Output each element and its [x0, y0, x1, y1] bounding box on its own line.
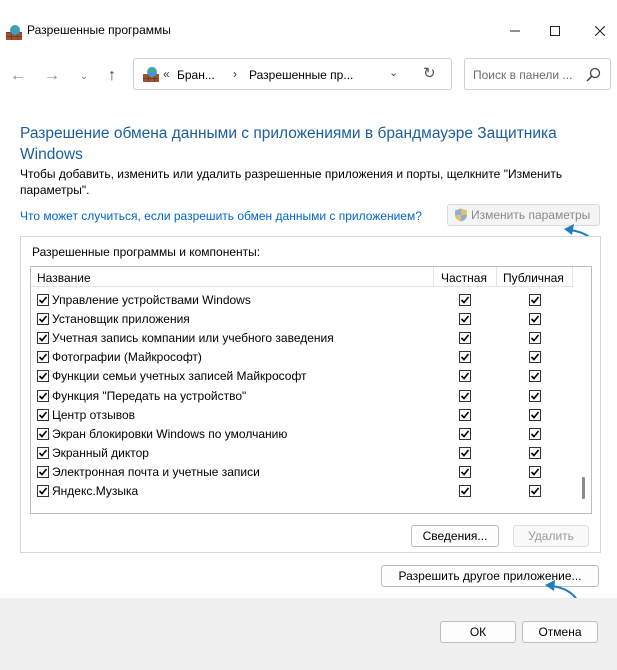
row-private-checkbox[interactable]	[459, 466, 471, 478]
row-public-checkbox[interactable]	[529, 466, 541, 478]
table-row[interactable]	[31, 387, 574, 406]
row-public-checkbox[interactable]	[529, 447, 541, 459]
list-header	[31, 267, 574, 287]
table-row[interactable]	[31, 348, 574, 367]
arrow-up-icon: ↑	[108, 67, 116, 84]
row-enabled-checkbox[interactable]	[37, 409, 49, 421]
row-public-checkbox[interactable]	[529, 428, 541, 440]
row-public-checkbox[interactable]	[529, 294, 541, 306]
back-button[interactable]	[6, 64, 30, 88]
row-private-checkbox[interactable]	[459, 409, 471, 421]
search-input[interactable]	[464, 58, 611, 90]
row-app-name: Экранный диктор	[52, 445, 149, 460]
row-enabled-checkbox[interactable]	[37, 294, 49, 306]
row-app-name: Центр отзывов	[52, 407, 136, 422]
row-app-name: Функции семьи учетных записей Майкрософт	[52, 369, 307, 384]
row-enabled-checkbox[interactable]	[37, 351, 49, 363]
allowed-apps-label: Разрешенные программы и компоненты:	[32, 245, 261, 259]
row-app-name: Установщик приложения	[52, 312, 190, 327]
close-icon	[595, 26, 605, 36]
row-private-checkbox[interactable]	[459, 485, 471, 497]
row-enabled-checkbox[interactable]	[37, 485, 49, 497]
row-app-name: Экран блокировки Windows по умолчанию	[52, 426, 288, 441]
row-private-checkbox[interactable]	[459, 390, 471, 402]
table-row[interactable]	[31, 482, 574, 501]
row-public-checkbox[interactable]	[529, 409, 541, 421]
column-public-header[interactable]: Публичная	[503, 271, 564, 285]
row-public-checkbox[interactable]	[529, 313, 541, 325]
row-private-checkbox[interactable]	[459, 370, 471, 382]
scrollbar-thumb[interactable]	[582, 477, 585, 499]
close-button[interactable]	[585, 18, 615, 44]
change-settings-label: Изменить параметры	[471, 208, 591, 222]
row-app-name: Функция "Передать на устройство"	[52, 388, 247, 403]
row-enabled-checkbox[interactable]	[37, 428, 49, 440]
page-description: Чтобы добавить, изменить или удалить разрешенные приложения и порты, щелкните "Изменить параметры".	[20, 167, 563, 197]
cancel-button[interactable]: Отмена	[522, 621, 598, 643]
breadcrumb-allowed-apps[interactable]: Разрешенные пр...	[249, 68, 354, 82]
table-row[interactable]	[31, 444, 574, 463]
column-divider	[572, 267, 573, 287]
row-private-checkbox[interactable]	[459, 332, 471, 344]
row-app-name: Электронная почта и учетные записи	[52, 464, 260, 479]
breadcrumb-separator-icon[interactable]: ›	[233, 67, 237, 81]
row-enabled-checkbox[interactable]	[37, 390, 49, 402]
breadcrumb-firewall[interactable]: Бран...	[177, 68, 215, 82]
up-button[interactable]	[100, 64, 124, 88]
arrow-right-icon: →	[44, 67, 60, 84]
allowed-apps-list[interactable]	[30, 266, 592, 514]
minimize-icon	[510, 26, 520, 36]
row-app-name: Управление устройствами Windows	[52, 293, 251, 307]
search-icon[interactable]	[586, 67, 601, 82]
title-bar	[0, 0, 617, 62]
maximize-button[interactable]	[540, 18, 570, 44]
column-name-header[interactable]: Название	[37, 271, 91, 285]
row-public-checkbox[interactable]	[529, 332, 541, 344]
table-row[interactable]	[31, 463, 574, 482]
refresh-icon[interactable]: ↻	[423, 65, 436, 82]
row-private-checkbox[interactable]	[459, 294, 471, 306]
row-enabled-checkbox[interactable]	[37, 332, 49, 344]
row-public-checkbox[interactable]	[529, 370, 541, 382]
window-title: Разрешенные программы	[27, 23, 171, 37]
firewall-location-icon	[143, 66, 159, 82]
table-row[interactable]	[31, 329, 574, 348]
row-enabled-checkbox[interactable]	[37, 370, 49, 382]
table-row[interactable]	[31, 310, 574, 329]
row-app-name: Фотографии (Майкрософт)	[52, 350, 202, 365]
row-private-checkbox[interactable]	[459, 313, 471, 325]
delete-button[interactable]: Удалить	[513, 525, 589, 547]
column-divider	[433, 267, 434, 287]
row-app-name: Яндекс.Музыка	[52, 484, 139, 498]
row-public-checkbox[interactable]	[529, 485, 541, 497]
risk-info-link[interactable]: Что может случиться, если разрешить обмен данными с приложением?	[20, 209, 422, 223]
page-title: Разрешение обмена данными с приложениями в брандмауэре Защитника Windows	[20, 125, 557, 163]
table-row[interactable]	[31, 291, 574, 310]
minimize-button[interactable]	[500, 18, 530, 44]
list-scrollbar[interactable]	[577, 267, 591, 513]
row-enabled-checkbox[interactable]	[37, 466, 49, 478]
address-overflow[interactable]: «	[163, 67, 170, 81]
row-public-checkbox[interactable]	[529, 390, 541, 402]
row-enabled-checkbox[interactable]	[37, 313, 49, 325]
table-row[interactable]	[31, 406, 574, 425]
search-placeholder: Поиск в панели ...	[473, 68, 573, 82]
row-private-checkbox[interactable]	[459, 447, 471, 459]
chevron-down-icon: ⌄	[79, 70, 89, 82]
maximize-icon	[550, 26, 560, 36]
address-bar[interactable]	[133, 58, 452, 90]
allow-another-app-button[interactable]: Разрешить другое приложение...	[381, 565, 599, 587]
details-button[interactable]: Сведения...	[411, 525, 499, 547]
row-private-checkbox[interactable]	[459, 428, 471, 440]
recent-locations-button[interactable]	[72, 64, 96, 88]
column-private-header[interactable]: Частная	[441, 271, 487, 285]
arrow-left-icon: ←	[10, 67, 26, 84]
ok-button[interactable]: ОК	[440, 621, 516, 643]
row-private-checkbox[interactable]	[459, 351, 471, 363]
firewall-app-icon	[6, 24, 22, 40]
allowed-apps-group	[20, 236, 601, 553]
row-public-checkbox[interactable]	[529, 351, 541, 363]
uac-shield-icon	[454, 208, 468, 222]
forward-button[interactable]	[40, 64, 64, 88]
table-row[interactable]	[31, 425, 574, 444]
row-app-name: Учетная запись компании или учебного заведения	[52, 331, 334, 346]
address-dropdown-icon[interactable]: ⌄	[389, 67, 399, 79]
table-row[interactable]	[31, 367, 574, 386]
row-enabled-checkbox[interactable]	[37, 447, 49, 459]
column-divider	[496, 267, 497, 287]
